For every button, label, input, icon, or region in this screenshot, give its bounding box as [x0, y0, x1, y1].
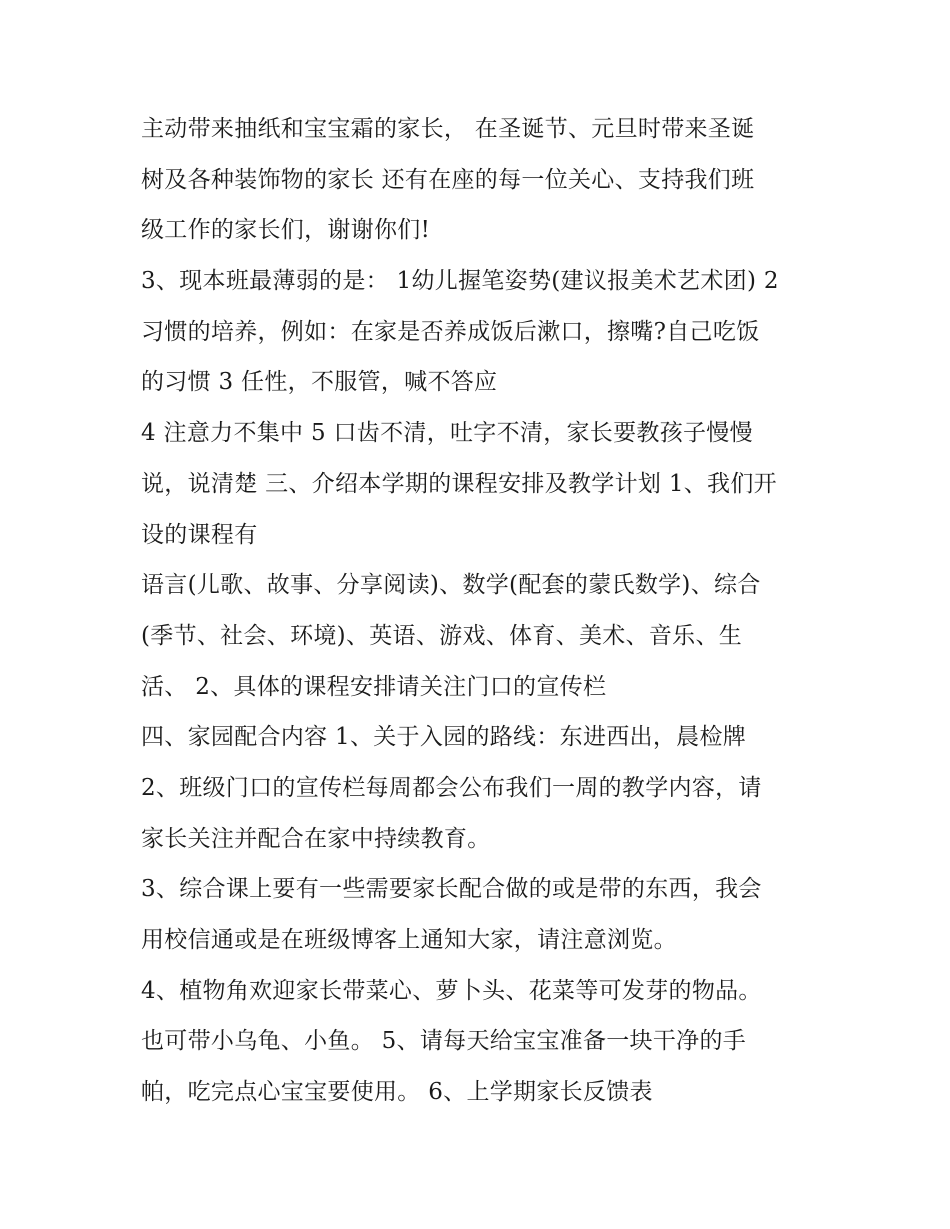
text-line: 设的课程有 — [141, 521, 258, 548]
text-line: 4 注意力不集中 5 口齿不清，吐字不清，家长要教孩子慢慢 — [141, 420, 753, 447]
text-line: 帕，吃完点心宝宝要使用。 6、上学期家长反馈表 — [141, 1079, 653, 1106]
text-line: 的习惯 3 任性，不服管，喊不答应 — [141, 369, 498, 396]
text-line: 也可带小乌龟、小鱼。 5、请每天给宝宝准备一块干净的手 — [141, 1028, 747, 1055]
text-line: 语言(儿歌、故事、分享阅读)、数学(配套的蒙氏数学)、综合 — [141, 572, 761, 599]
document-body — [141, 104, 821, 1118]
text-line: 树及各种装饰物的家长 还有在座的每一位关心、支持我们班 — [141, 166, 755, 193]
text-line: (季节、社会、环境)、英语、游戏、体育、美术、音乐、生 — [141, 622, 743, 649]
text-line: 3、现本班最薄弱的是： 1幼儿握笔姿势(建议报美术艺术团) 2 — [141, 268, 779, 295]
text-line: 级工作的家长们，谢谢你们! — [141, 217, 431, 244]
text-line: 3、综合课上要有一些需要家长配合做的或是带的东西，我会 — [141, 876, 762, 903]
text-line: 主动带来抽纸和宝宝霜的家长， 在圣诞节、元旦时带来圣诞 — [141, 116, 755, 142]
text-line: 2、班级门口的宣传栏每周都会公布我们一周的教学内容，请 — [141, 774, 762, 801]
text-line: 4、植物角欢迎家长带菜心、萝卜头、花菜等可发芽的物品。 — [141, 977, 762, 1004]
text-line: 用校信通或是在班级博客上通知大家，请注意浏览。 — [141, 927, 677, 953]
text-line: 习惯的培养，例如：在家是否养成饭后漱口，擦嘴?自己吃饭 — [141, 318, 760, 345]
text-line: 家长关注并配合在家中持续教育。 — [141, 825, 491, 852]
text-line: 四、家园配合内容 1、关于入园的路线：东进西出，晨检牌 — [141, 724, 747, 751]
text-line: 说，说清楚 三、介绍本学期的课程安排及教学计划 1、我们开 — [141, 470, 777, 497]
text-line: 活、 2、具体的课程安排请关注门口的宣传栏 — [141, 673, 607, 700]
